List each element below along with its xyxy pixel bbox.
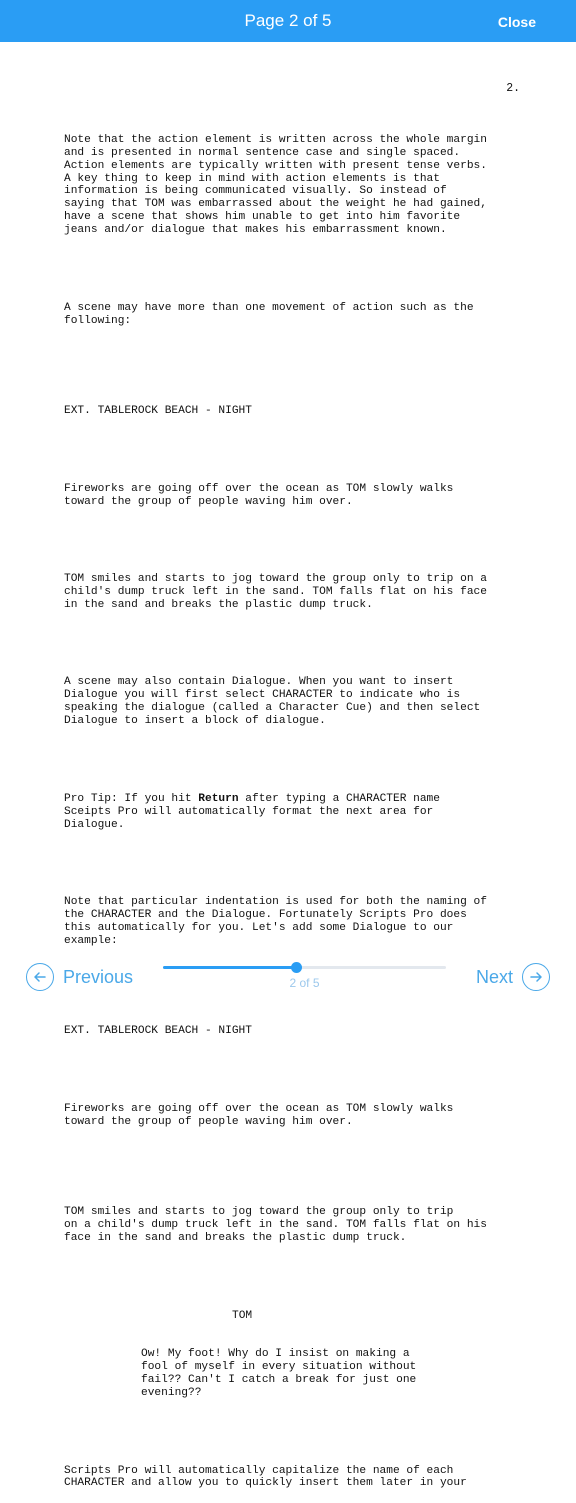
arrow-right-circle-icon: [522, 963, 550, 991]
action-paragraph: Scripts Pro will automatically capitalize the name of each CHARACTER and allow you to quickly insert them later in your: [64, 1464, 467, 1490]
action-paragraph: A scene may also contain Dialogue. When you want to insert Dialogue you will first select CHARACTER to indicate who is speaking the dialogue (called a Character Cue) and then select Dialogue to insert a block of dialogue.: [64, 676, 481, 728]
action-paragraph: TOM smiles and starts to jog toward the group only to trip on a child's dump truck left in the sand. TOM falls flat on his face in the sand and breaks the plastic dump truck.: [64, 1206, 487, 1245]
previous-button[interactable]: [26, 960, 133, 994]
progress-label: 2 of 5: [289, 976, 320, 990]
script-page-number: 2.: [506, 82, 520, 95]
next-label: Next: [475, 966, 513, 987]
scene-heading: EXT. TABLEROCK BEACH - NIGHT: [64, 405, 252, 418]
top-bar: [0, 0, 576, 42]
arrow-left-circle-icon: [26, 963, 54, 991]
action-paragraph: Note that particular indentation is used for both the naming of the CHARACTER and the Dialogue. Fortunately Scripts Pro does this automatically for you. Let's add some Dialogue to our example:: [64, 896, 487, 947]
pro-tip-prefix: Pro Tip: If you hit: [64, 792, 199, 805]
pro-tip-bold: Return: [198, 792, 239, 805]
previous-label: Previous: [63, 966, 134, 987]
next-button[interactable]: [476, 960, 550, 994]
pro-tip-suffix: after typing a CHARACTER name Sceipts Pro will automatically format the next area for Dialogue.: [64, 792, 440, 831]
action-paragraph: Fireworks are going off over the ocean as TOM slowly walks toward the group of people waving him over.: [64, 1102, 454, 1128]
action-paragraph: Note that the action element is written across the whole margin and is presented in normal sentence case and single spaced. Action elements are typically written with present tense verbs. A key thing to keep in mind with action elements is that information is being communicated visually. So instead of saying that TOM was embarrassed about the weight he had gained, have a scene that shows him unable to get into him favorite jeans and/or dialogue that makes his embarrassment known.: [64, 133, 487, 237]
dialogue-block: Ow! My foot! Why do I insist on making a fool of myself in every situation without fail?? Can't I catch a break for just one evening??: [141, 1348, 417, 1400]
page-title: Page 2 of 5: [244, 11, 332, 30]
pro-tip-paragraph: [64, 793, 534, 832]
page-progress-slider[interactable]: [163, 966, 446, 969]
bottom-navigation: [0, 940, 576, 1024]
character-cue: TOM: [232, 1309, 253, 1322]
progress-thumb[interactable]: [291, 962, 302, 973]
action-paragraph: A scene may have more than one movement of action such as the following:: [64, 301, 474, 327]
close-button[interactable]: Close: [497, 14, 536, 30]
action-paragraph: TOM smiles and starts to jog toward the group only to trip on a child's dump truck left in the sand. TOM falls flat on his face in the sand and breaks the plastic dump truck.: [64, 573, 487, 611]
action-paragraph: Fireworks are going off over the ocean as TOM slowly walks toward the group of people waving him over.: [64, 482, 454, 508]
script-page: [64, 108, 534, 1503]
scene-heading: EXT. TABLEROCK BEACH - NIGHT: [64, 1025, 252, 1038]
progress-fill: [163, 966, 296, 969]
